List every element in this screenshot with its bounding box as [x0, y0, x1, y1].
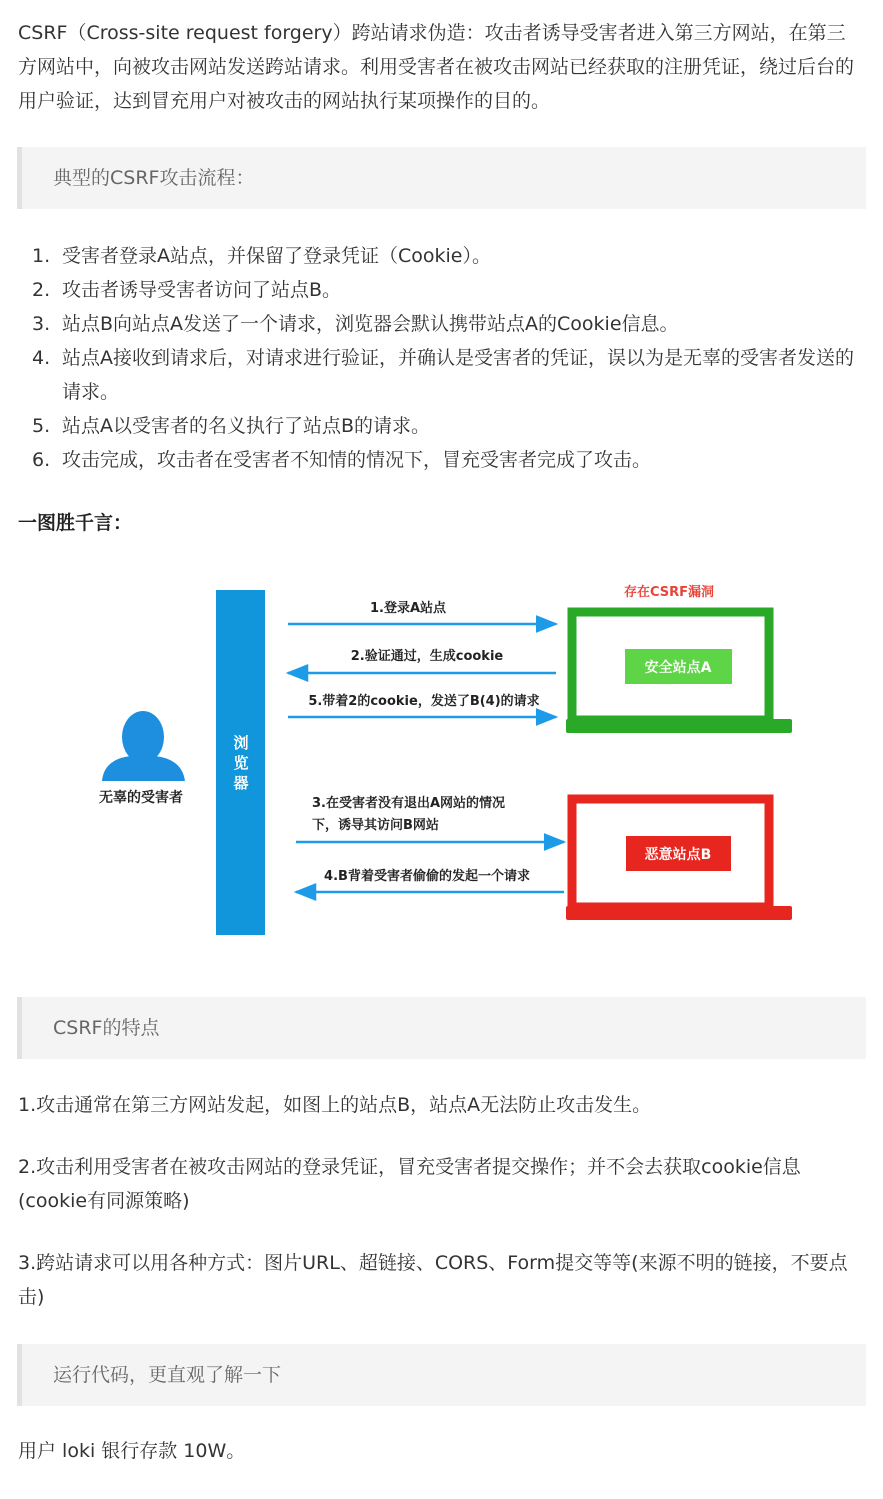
list-text: 站点A接收到请求后，对请求进行验证，并确认是受害者的凭证，误以为是无辜的受害者发送的请求。: [62, 347, 855, 403]
csrf-steps-list: [18, 239, 864, 477]
browser-label-2: 览: [233, 754, 249, 772]
victim-label: 无辜的受害者: [99, 790, 183, 806]
feature-paragraph-1: 1.攻击通常在第三方网站发起，如图上的站点B，站点A无法防止攻击发生。: [18, 1094, 652, 1116]
csrf-diagram-svg: [0, 555, 883, 955]
list-number: 4.: [32, 347, 51, 369]
closing-paragraph: 用户 loki 银行存款 10W。: [18, 1440, 246, 1462]
arrow-2-label: 2.验证通过，生成cookie: [350, 649, 504, 664]
arrow-3-label-line1: 3.在受害者没有退出A网站的情况: [312, 796, 506, 811]
blockquote-run-code: 运行代码，更直观了解一下: [17, 1344, 866, 1406]
list-number: 2.: [32, 279, 51, 301]
list-text: 站点B向站点A发送了一个请求，浏览器会默认携带站点A的Cookie信息。: [62, 313, 679, 335]
site-b-label: 恶意站点B: [644, 847, 712, 863]
list-number: 3.: [32, 313, 51, 335]
list-number: 5.: [32, 415, 51, 437]
feature-paragraph-2: 2.攻击利用受害者在被攻击网站的登录凭证，冒充受害者提交操作；并不会去获取cookie信息(cookie有同源策略): [18, 1156, 801, 1212]
arrow-1-label: 1.登录A站点: [369, 601, 447, 616]
list-text: 攻击者诱导受害者访问了站点B。: [62, 279, 342, 301]
list-text: 攻击完成，攻击者在受害者不知情的情况下，冒充受害者完成了攻击。: [62, 449, 652, 471]
feature-paragraph-3: 3.跨站请求可以用各种方式：图片URL、超链接、CORS、Form提交等等(来源不明的链接，不要点击): [18, 1252, 848, 1308]
arrow-3-label-line2: 下，诱导其访问B网站: [312, 818, 439, 833]
list-number: 6.: [32, 449, 51, 471]
vulnerability-label: 存在CSRF漏洞: [623, 585, 715, 600]
list-item: [18, 409, 864, 443]
list-item: [18, 341, 864, 409]
person-icon: [102, 711, 185, 781]
list-item: [18, 443, 864, 477]
arrow-4-label: 4.B背着受害者偷偷的发起一个请求: [324, 869, 530, 884]
section-heading-bold: 一图胜千言：: [18, 512, 133, 534]
list-text: 站点A以受害者的名义执行了站点B的请求。: [62, 415, 431, 437]
browser-label-3: 器: [233, 774, 249, 792]
list-item: [18, 273, 864, 307]
blockquote-csrf-features: CSRF的特点: [17, 997, 866, 1059]
csrf-diagram: [0, 555, 883, 955]
list-text: 受害者登录A站点，并保留了登录凭证（Cookie）。: [62, 245, 491, 267]
list-item: [18, 239, 864, 273]
browser-label-1: 浏: [233, 734, 249, 752]
intro-paragraph: CSRF（Cross-site request forgery）跨站请求伪造：攻击者诱导受害者进入第三方网站，在第三方网站中，向被攻击网站发送跨站请求。利用受害者在被攻击网站已经获取的注册凭证，绕过后台的用户验证，达到冒充用户对被攻击的网站执行某项操作的目的。: [18, 22, 855, 112]
site-a-label: 安全站点A: [644, 660, 712, 676]
blockquote-csrf-flow: 典型的CSRF攻击流程：: [17, 147, 866, 209]
arrow-5-label: 5.带着2的cookie，发送了B(4)的请求: [308, 694, 540, 709]
list-item: [18, 307, 864, 341]
list-number: 1.: [32, 245, 51, 267]
